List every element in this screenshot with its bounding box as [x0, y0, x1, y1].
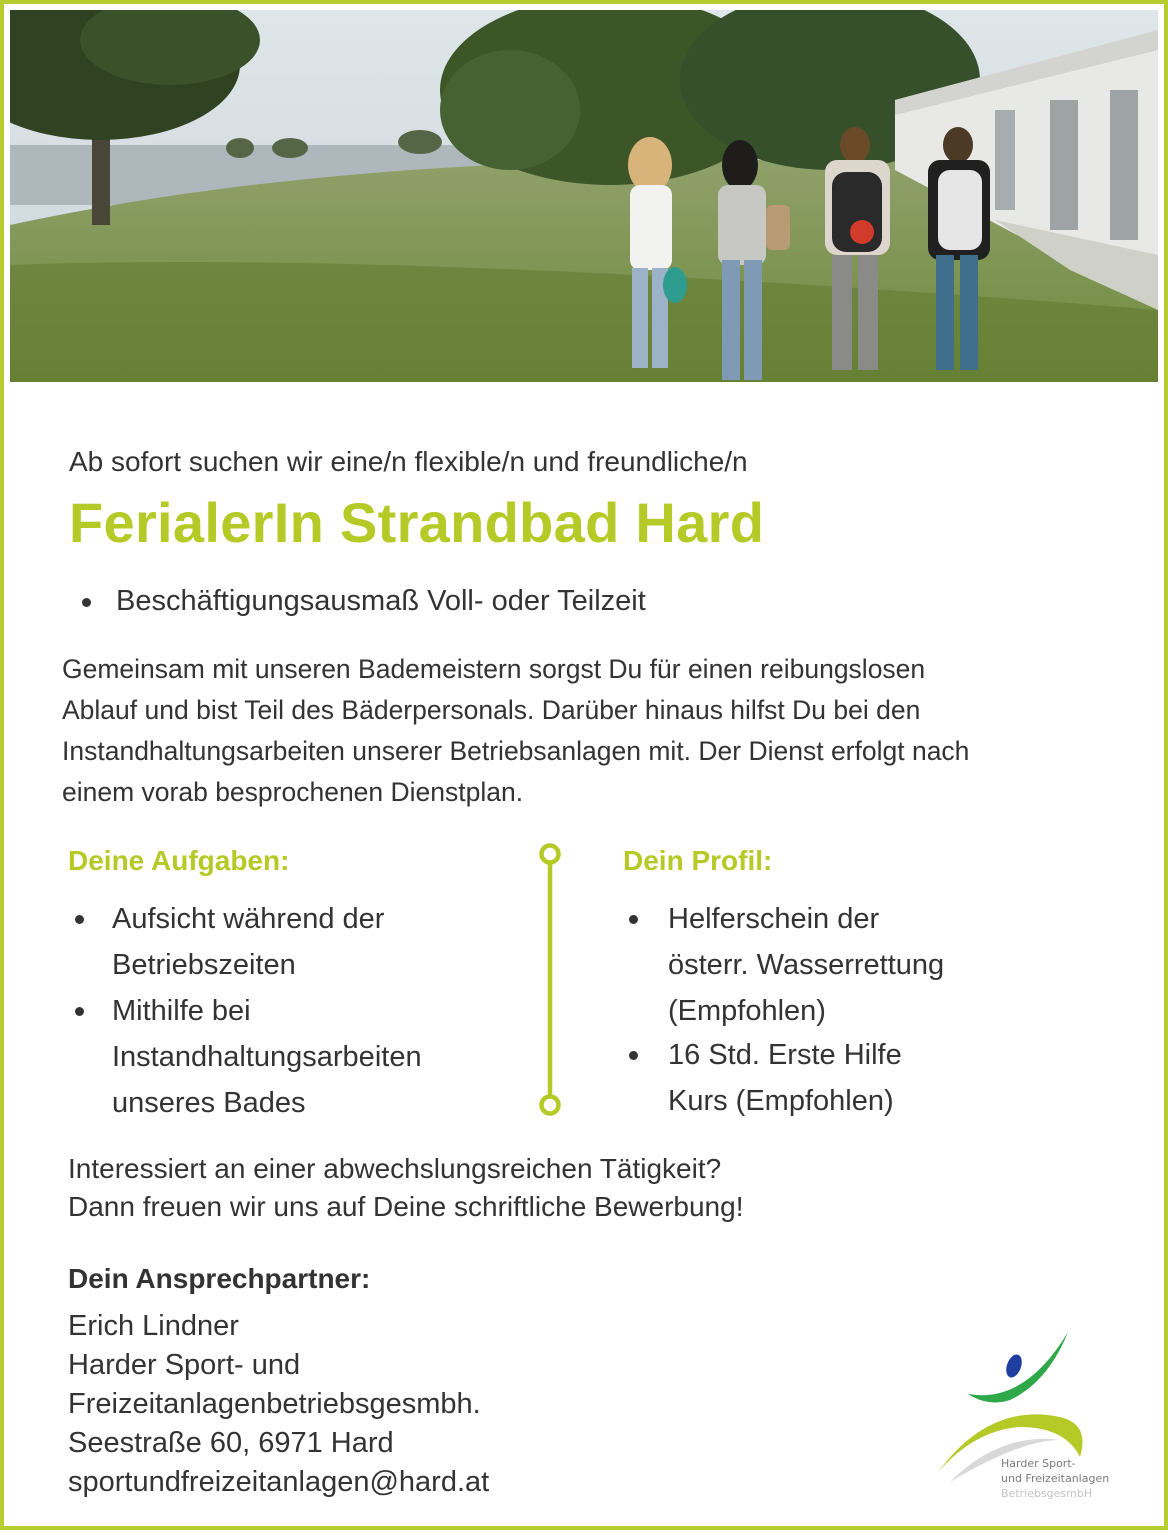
profile-item-line: Helferschein der	[668, 903, 880, 935]
task-item	[112, 988, 422, 1126]
paragraph-line: Ablauf und bist Teil des Bäderpersonals. Darüber hinaus hilfst Du bei den	[62, 695, 921, 725]
photo-beach-park-icon	[10, 10, 1158, 382]
contact-org: Freizeitanlagenbetriebsgesmbh.	[68, 1388, 481, 1420]
task-item	[112, 896, 384, 988]
task-item-line: unseres Bades	[112, 1087, 306, 1119]
paragraph-line: Gemeinsam mit unseren Bademeistern sorgst Du für einen reibungslosen	[62, 654, 926, 684]
logo-line: BetriebsgesmbH	[1001, 1487, 1093, 1500]
contact-email[interactable]: sportundfreizeitanlagen@hard.at	[68, 1466, 490, 1498]
cta-line: Dann freuen wir uns auf Deine schriftliche Bewerbung!	[68, 1191, 744, 1222]
connector-line-icon	[536, 842, 564, 1118]
call-to-action	[68, 1150, 743, 1226]
task-item-line: Aufsicht während der	[112, 903, 385, 935]
contact-name: Erich Lindner	[68, 1310, 239, 1342]
profile-item-line: 16 Std. Erste Hilfe	[668, 1039, 902, 1071]
bullet-dot	[82, 598, 91, 607]
bullet-dot	[629, 915, 638, 924]
paragraph-line: Instandhaltungsarbeiten unserer Betriebsanlagen mit. Der Dienst erfolgt nach	[62, 736, 970, 766]
employment-bullet: Beschäftigungsausmaß Voll- oder Teilzeit	[116, 585, 646, 617]
profile-heading: Dein Profil:	[623, 845, 773, 876]
task-item-line: Instandhaltungsarbeiten	[112, 1041, 422, 1073]
profile-item-line: (Empfohlen)	[668, 995, 826, 1027]
bullet-dot	[75, 1007, 84, 1016]
bullet-dot	[75, 915, 84, 924]
contact-heading: Dein Ansprechpartner:	[68, 1263, 371, 1294]
contact-address: Seestraße 60, 6971 Hard	[68, 1427, 394, 1459]
header-photo	[10, 10, 1158, 382]
contact-block	[68, 1307, 489, 1502]
profile-item-line: österr. Wasserrettung	[668, 949, 945, 981]
task-item-line: Betriebszeiten	[112, 949, 296, 981]
paragraph-line: einem vorab besprochenen Dienstplan.	[62, 777, 524, 807]
profile-item-line: Kurs (Empfohlen)	[668, 1085, 894, 1117]
logo-text	[1001, 1456, 1109, 1501]
intro-text: Ab sofort suchen wir eine/n flexible/n und freundliche/n	[69, 446, 748, 477]
profile-item	[668, 1032, 902, 1124]
cta-line: Interessiert an einer abwechslungsreichen Tätigkeit?	[68, 1153, 722, 1184]
tasks-heading: Deine Aufgaben:	[68, 845, 290, 876]
logo-line: Harder Sport-	[1001, 1457, 1076, 1470]
description-paragraph	[62, 649, 1122, 813]
profile-item	[668, 896, 944, 1034]
bullet-dot	[629, 1051, 638, 1060]
job-title: FerialerIn Strandbad Hard	[69, 491, 765, 554]
logo-line: und Freizeitanlagen	[1001, 1472, 1110, 1485]
task-item-line: Mithilfe bei	[112, 995, 251, 1027]
contact-org: Harder Sport- und	[68, 1349, 301, 1381]
